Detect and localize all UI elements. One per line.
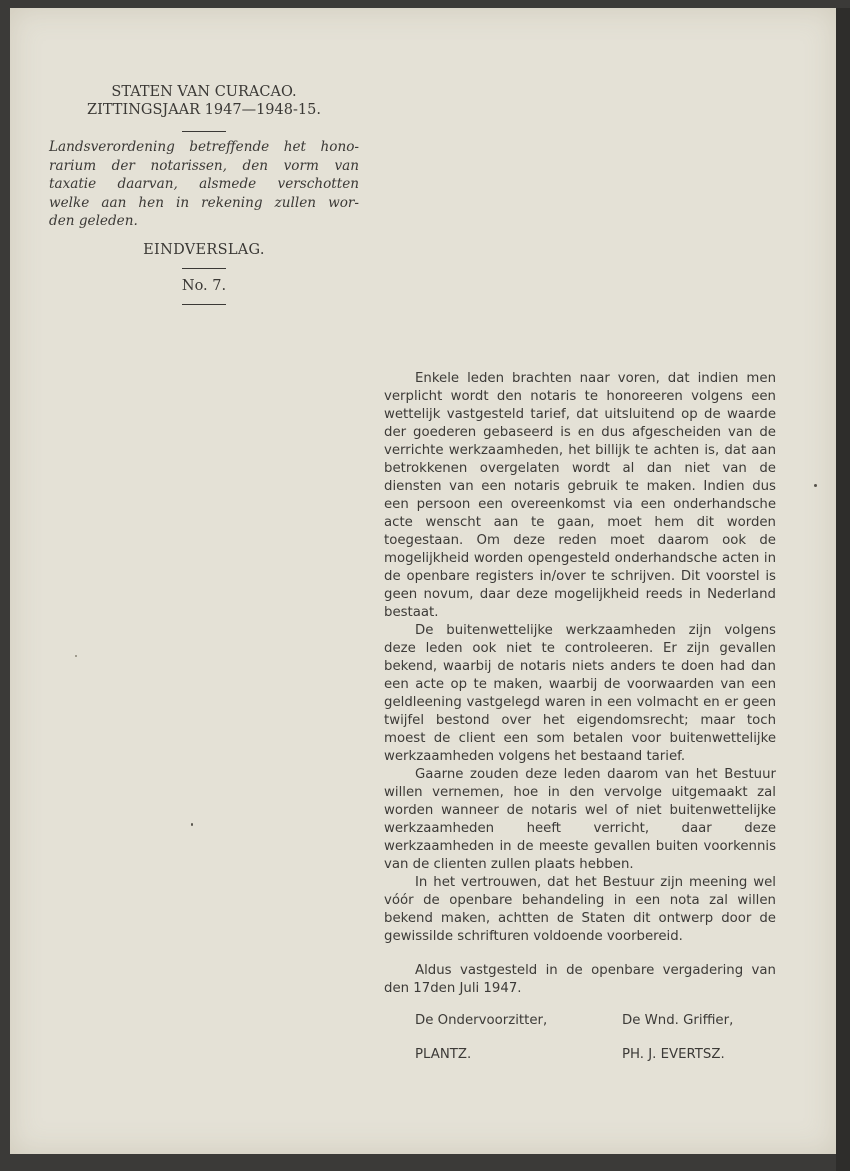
body-paragraph: Enkele leden brachten naar voren, dat indien men verplicht wordt den notaris te honoreeren volgens een wettelijk vastgesteld tarief, dat uitsluitend op de waarde der goederen gebaseerd is en dus afgescheiden van de verrichte werkzaamheden, het billijk te achten is, dat aan betrokkenen overgelaten wordt al dan niet van de diensten van een notaris gebruik te maken. Indien dus een persoon een overeenkomst via een onderhandsche acte wenscht aan te gaan, moet hem dit worden toegestaan. Om deze reden moet daarom ook de mogelijkheid worden opengesteld onderhandsche acten in de openbare registers in/over te schrijven. Dit voorstel is geen novum, daar deze mogelijkheid reeds in Nederland bestaat. (384, 371, 776, 620)
number-rule (182, 304, 226, 305)
subject-line: den geleden. (49, 213, 138, 229)
body-paragraph: In het vertrouwen, dat het Bestuur zijn meening wel vóór de openbare behandeling in een nota zal willen bekend maken, achtten de Staten dit ontwerp door de gewissilde schrifturen voldoende voorbereid. (384, 875, 776, 944)
body-paragraph: Gaarne zouden deze leden daarom van het Bestuur willen vernemen, hoe in den vervolge uitgemaakt zal worden wanneer de notaris wel of niet buitenwettelijke werkzaamheden heeft verricht, daar deze werkzaamheden in de meeste gevallen buiten voorkennis van de clienten zullen plaats hebben. (384, 767, 776, 872)
session-year: ZITTINGSJAAR 1947—1948-15. (87, 102, 321, 118)
document-header (45, 83, 363, 305)
report-number: No. 7. (181, 277, 227, 294)
report-type: EINDVERSLAG. (143, 241, 265, 258)
vice-chair-title: De Ondervoorzitter, (415, 1013, 548, 1028)
body-paragraph: De buitenwettelijke werkzaamheden zijn volgens deze leden ook niet te controleeren. Er zijn gevallen bekend, waarbij de notaris niets anders te doen had dan een acte op te maken, waarbij de voorwaarden van een geldleening vastgelegd waren in een volmacht en er geen twijfel bestond over het eigendomsrecht; maar toch moest de client een som betalen voor buitenwettelijke werkzaamheden volgens het bestaand tarief. (384, 623, 776, 764)
page-edge-shadow (836, 8, 850, 1171)
clerk-name: PH. J. EVERTSZ. (622, 1047, 725, 1062)
subject-line: welke aan hen in rekening zullen wor- (49, 194, 359, 211)
clerk-title: De Wnd. Griffier, (622, 1013, 734, 1028)
paper-speck (75, 655, 77, 657)
paper-speck (191, 823, 193, 826)
signature-titles (384, 1012, 776, 1030)
subject-line: Landsverordening betreffende het hono- (49, 139, 359, 155)
report-body (384, 370, 776, 1064)
subject-line: rarium der notarissen, den vorm van (49, 157, 359, 174)
subject-line: taxatie daarvan, alsmede verschotten (49, 176, 359, 192)
paper-speck (814, 484, 817, 487)
header-rule (182, 131, 226, 132)
signature-names (384, 1046, 776, 1064)
assembly-title: STATEN VAN CURACAO. (111, 84, 297, 100)
adoption-statement: Aldus vastgesteld in de openbare vergadering van den 17den Juli 1947. (384, 963, 776, 996)
report-rule (182, 268, 226, 269)
vice-chair-name: PLANTZ. (415, 1047, 472, 1062)
ordinance-subject (45, 138, 363, 231)
